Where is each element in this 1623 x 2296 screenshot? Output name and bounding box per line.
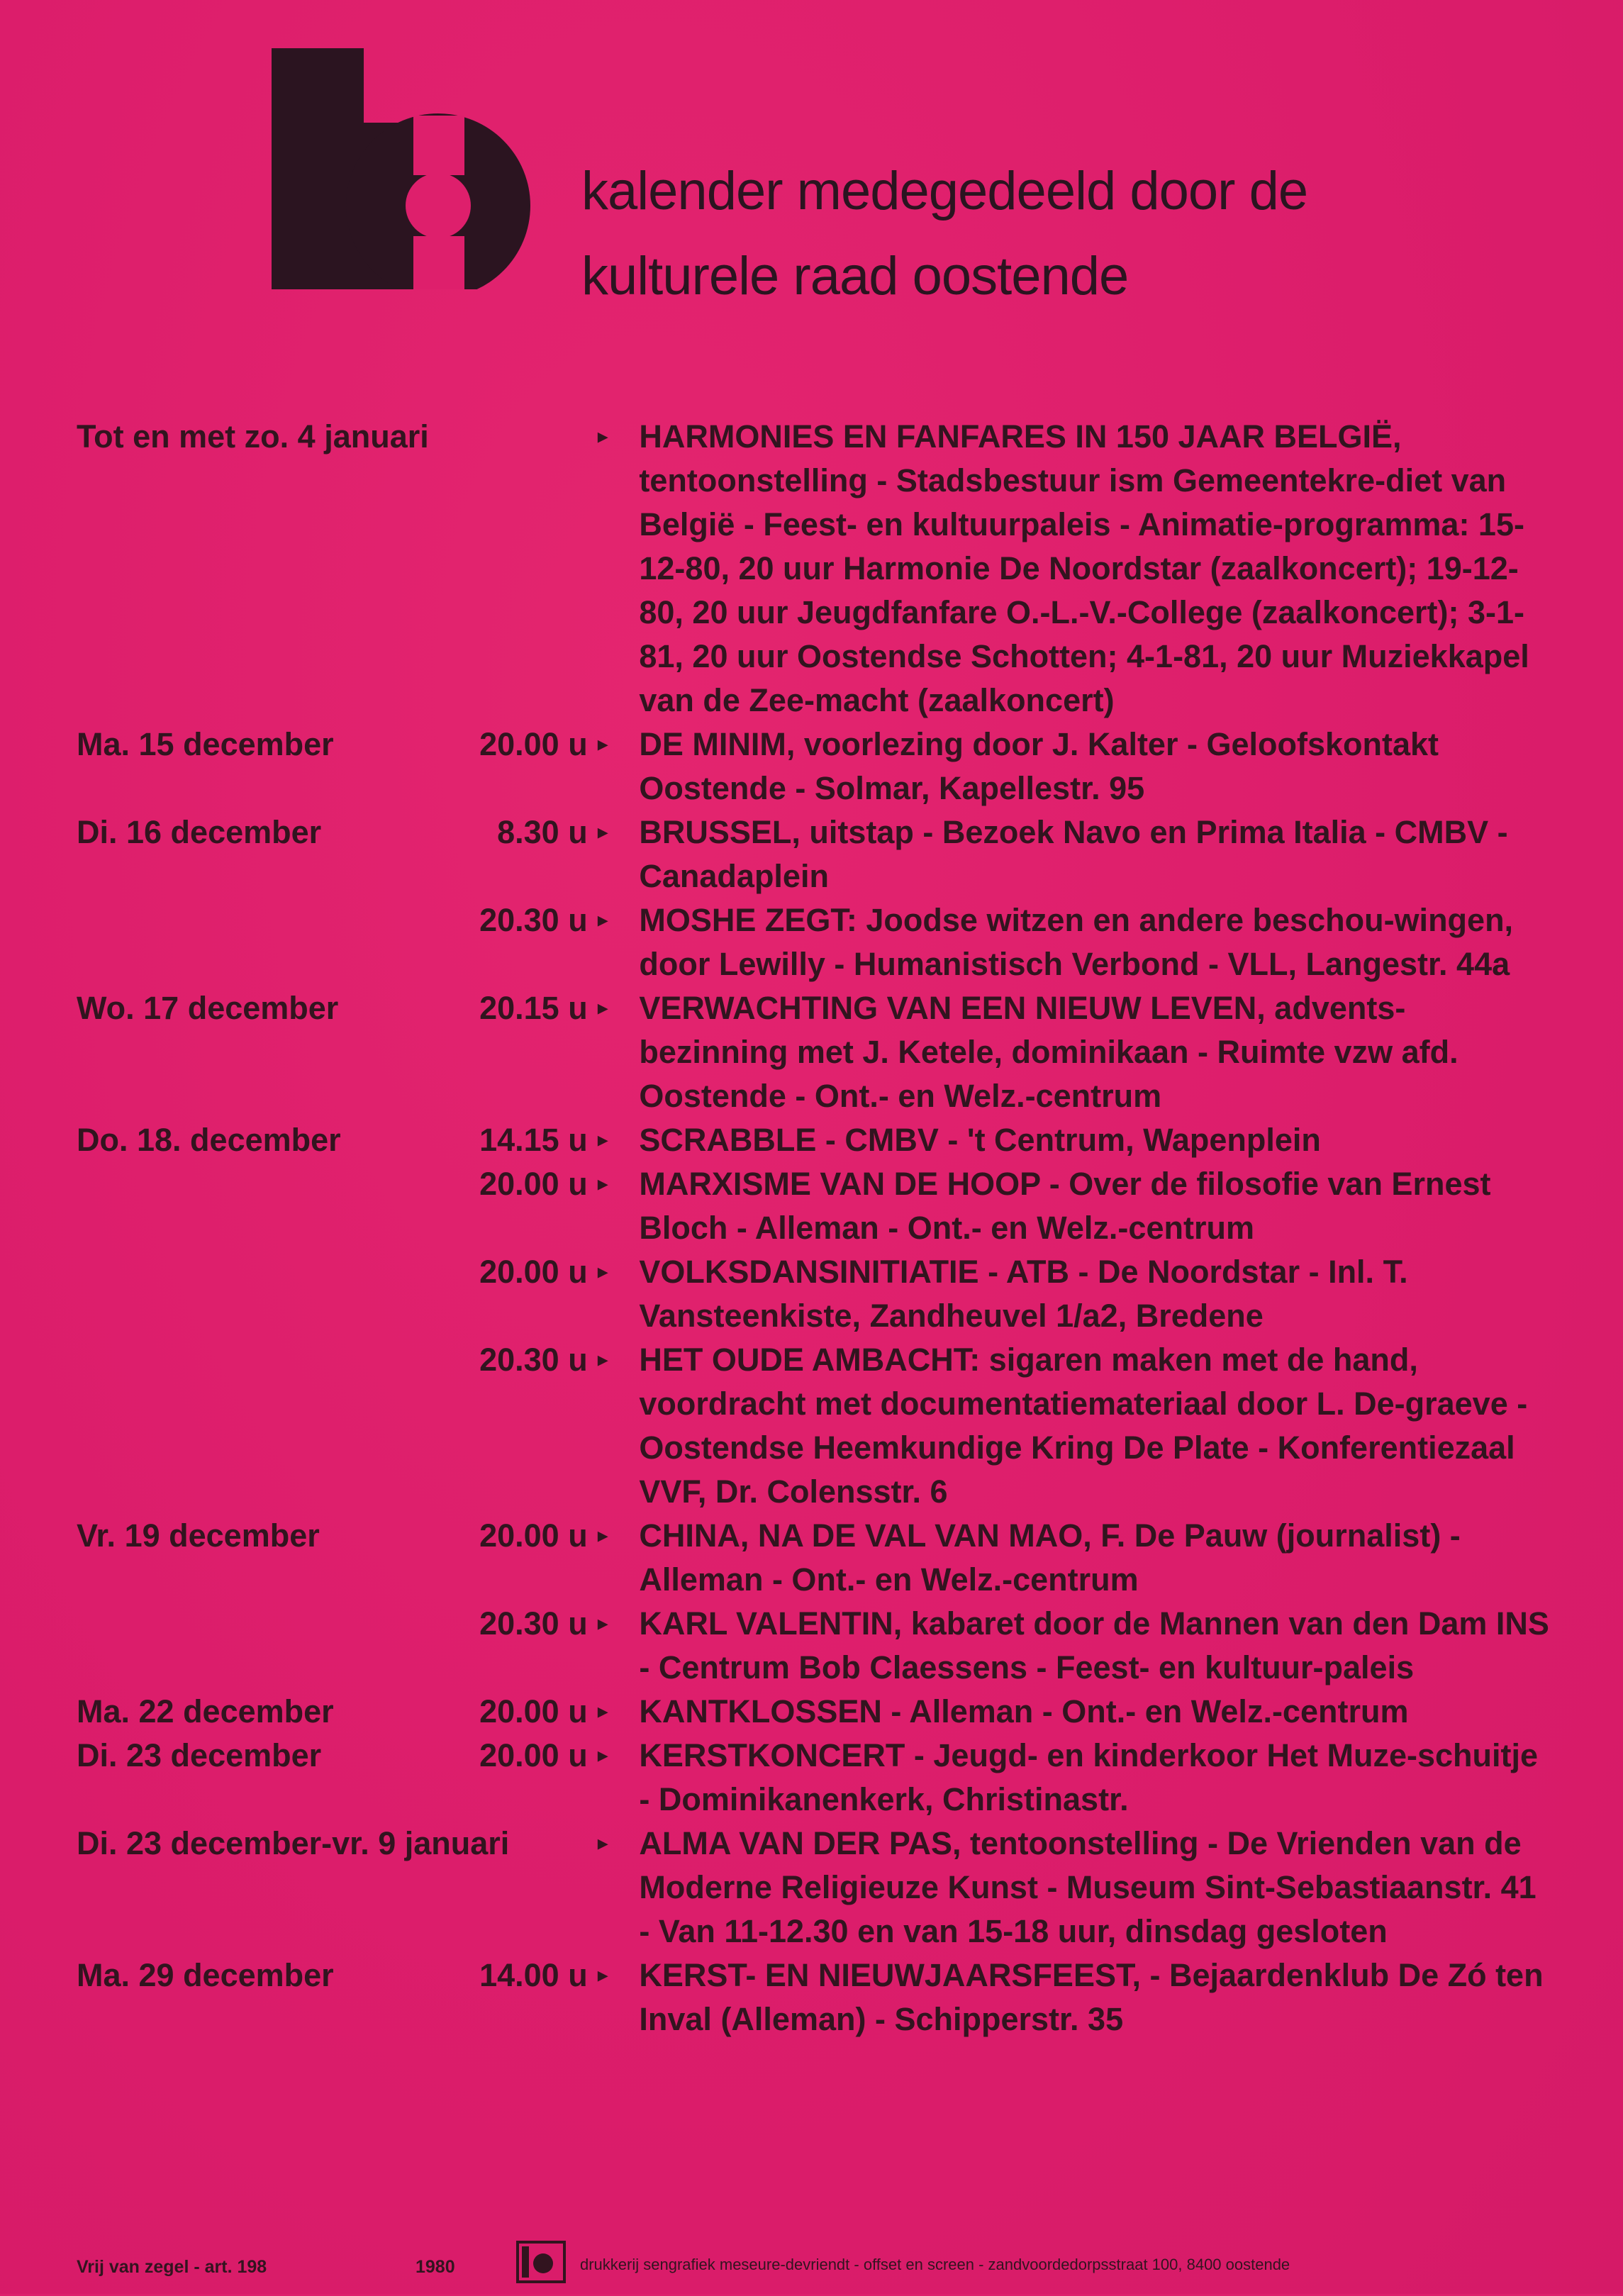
event-date: Di. 23 december	[77, 1737, 322, 1773]
event-row	[77, 1162, 1551, 1250]
kultuurraad-logo	[272, 48, 534, 289]
event-description: KARL VALENTIN, kabaret door de Mannen van den Dam INS - Centrum Bob Claessens - Feest- en kultuur-paleis	[639, 1605, 1549, 1685]
triangle-right-icon: ▸	[597, 425, 608, 448]
event-row	[77, 1514, 1551, 1602]
triangle-right-icon: ▸	[597, 1128, 608, 1152]
event-description: ALMA VAN DER PAS, tentoonstelling - De Vrienden van de Moderne Religieuze Kunst - Museum Sint-Sebastiaanstr. 41 - Van 11-12.30 en van 15-18 uur, dinsdag gesloten	[639, 1825, 1536, 1949]
event-date: Ma. 22 december	[77, 1693, 334, 1729]
event-description: HET OUDE AMBACHT: sigaren maken met de hand, voordracht met documentatiemateriaal door L. De-graeve - Oostendse Heemkundige Kring De Plate - Konferentiezaal VVF, Dr. Colensstr. 6	[639, 1342, 1528, 1510]
event-description: KERSTKONCERT - Jeugd- en kinderkoor Het Muze-schuitje - Dominikanenkerk, Christinastr.	[639, 1737, 1539, 1817]
event-time: 20.00 u	[479, 1517, 588, 1554]
event-time: 20.00 u	[479, 1693, 588, 1729]
triangle-right-icon: ▸	[597, 1832, 608, 1855]
event-row	[77, 1954, 1551, 2041]
triangle-right-icon: ▸	[597, 996, 608, 1020]
footer-printer: drukkerij sengrafiek meseure-devriendt - offset en screen - zandvoordedorpsstraat 100, 8400 oostende	[580, 2256, 1290, 2273]
event-date: Ma. 29 december	[77, 1957, 334, 1993]
event-row	[77, 1118, 1551, 1162]
event-time: 20.15 u	[479, 990, 588, 1026]
event-row	[77, 986, 1551, 1118]
printer-logo-icon	[516, 2241, 566, 2283]
event-description: HARMONIES EN FANFARES IN 150 JAAR BELGIË, tentoonstelling - Stadsbestuur ism Gemeentekre-diet van België - Feest- en kultuurpaleis - Animatie-programma: 15-12-80, 20 uur Harmonie De Noordstar (zaalkoncert); 19-12-80, 20 uur Jeugdfanfare O.-L.-V.-College (zaalkoncert); 3-1-81, 20 uur Oostendse Schotten; 4-1-81, 20 uur Muziekkapel van de Zee-macht (zaalkoncert)	[639, 418, 1529, 718]
event-row	[77, 723, 1551, 810]
event-time: 14.00 u	[479, 1957, 588, 1993]
header-line-1: kalender medegedeeld door de	[581, 161, 1308, 221]
event-row	[77, 898, 1551, 986]
event-description: CHINA, NA DE VAL VAN MAO, F. De Pauw (journalist) - Alleman - Ont.- en Welz.-centrum	[639, 1517, 1461, 1598]
event-row	[77, 1338, 1551, 1514]
event-time: 8.30 u	[497, 814, 588, 850]
event-description: SCRABBLE - CMBV - 't Centrum, Wapenplein	[639, 1122, 1321, 1158]
triangle-right-icon: ▸	[597, 908, 608, 932]
footer-stamp-note: Vrij van zegel - art. 198	[77, 2257, 267, 2277]
footer-year: 1980	[415, 2257, 455, 2277]
event-date: Tot en met zo. 4 januari	[77, 418, 429, 455]
event-time: 20.00 u	[479, 1737, 588, 1773]
event-time: 20.00 u	[479, 1254, 588, 1290]
triangle-right-icon: ▸	[597, 820, 608, 844]
event-time: 20.30 u	[479, 902, 588, 938]
triangle-right-icon: ▸	[597, 1744, 608, 1767]
triangle-right-icon: ▸	[597, 1963, 608, 1987]
triangle-right-icon: ▸	[597, 1260, 608, 1283]
event-row	[77, 1602, 1551, 1690]
event-description: DE MINIM, voorlezing door J. Kalter - Geloofskontakt Oostende - Solmar, Kapellestr. 95	[639, 726, 1439, 806]
event-time: 20.30 u	[479, 1342, 588, 1378]
event-description: MARXISME VAN DE HOOP - Over de filosofie van Ernest Bloch - Alleman - Ont.- en Welz.-centrum	[639, 1166, 1491, 1246]
event-time: 20.00 u	[479, 726, 588, 762]
event-date: Di. 16 december	[77, 814, 322, 850]
event-row	[77, 1690, 1551, 1734]
event-calendar	[77, 415, 1551, 2041]
event-date: Wo. 17 december	[77, 990, 339, 1026]
event-row	[77, 1734, 1551, 1822]
event-row	[77, 415, 1551, 723]
event-date: Vr. 19 december	[77, 1517, 320, 1554]
event-row	[77, 1822, 1551, 1954]
event-description: KERST- EN NIEUWJAARSFEEST, - Bejaardenklub De Zó ten Inval (Alleman) - Schipperstr. 35	[639, 1957, 1544, 2037]
event-date: Di. 23 december-vr. 9 januari	[77, 1825, 510, 1861]
triangle-right-icon: ▸	[597, 732, 608, 756]
poster-footer	[77, 2253, 1551, 2296]
triangle-right-icon: ▸	[597, 1524, 608, 1547]
triangle-right-icon: ▸	[597, 1612, 608, 1635]
triangle-right-icon: ▸	[597, 1348, 608, 1371]
triangle-right-icon: ▸	[597, 1172, 608, 1196]
event-row	[77, 810, 1551, 898]
event-description: BRUSSEL, uitstap - Bezoek Navo en Prima Italia - CMBV - Canadaplein	[639, 814, 1508, 894]
event-time: 14.15 u	[479, 1122, 588, 1158]
event-description: VERWACHTING VAN EEN NIEUW LEVEN, advents-bezinning met J. Ketele, dominikaan - Ruimte vzw afd. Oostende - Ont.- en Welz.-centrum	[639, 990, 1459, 1114]
event-date: Do. 18. december	[77, 1122, 341, 1158]
event-description: MOSHE ZEGT: Joodse witzen en andere beschou-wingen, door Lewilly - Humanistisch Verbond - VLL, Langestr. 44a	[639, 902, 1514, 982]
event-time: 20.00 u	[479, 1166, 588, 1202]
event-description: KANTKLOSSEN - Alleman - Ont.- en Welz.-centrum	[639, 1693, 1409, 1729]
event-date: Ma. 15 december	[77, 726, 334, 762]
header-line-2: kulturele raad oostende	[581, 246, 1129, 306]
triangle-right-icon: ▸	[597, 1700, 608, 1723]
event-time: 20.30 u	[479, 1605, 588, 1642]
event-row	[77, 1250, 1551, 1338]
event-description: VOLKSDANSINITIATIE - ATB - De Noordstar - Inl. T. Vansteenkiste, Zandheuvel 1/a2, Bredene	[639, 1254, 1408, 1334]
poster-header	[581, 149, 1307, 319]
